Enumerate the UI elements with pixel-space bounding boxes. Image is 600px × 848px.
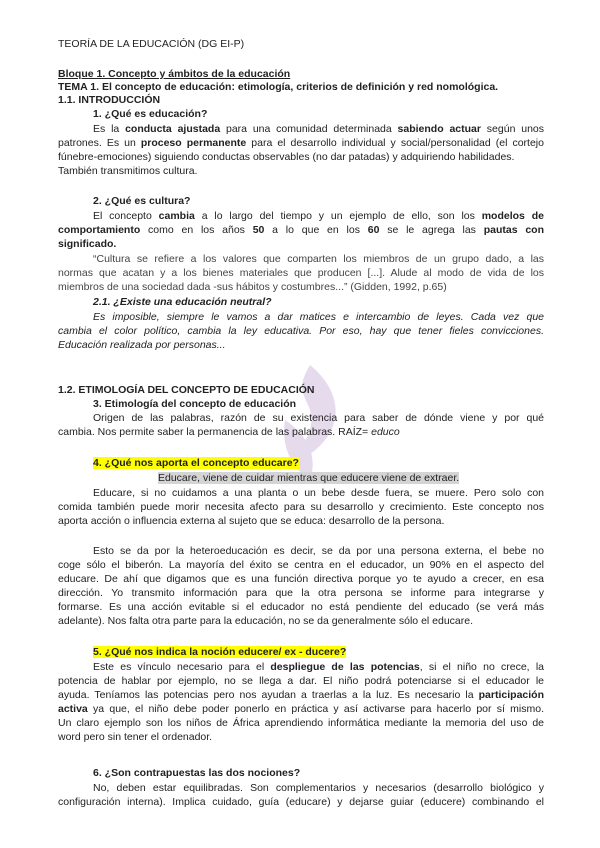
paragraph-6-line-1: No, deben estar equilibradas. Son complementarios y necesarios (desarrollo biológico y [93, 782, 544, 794]
paragraph-2-line-2: comportamiento como en los años 50 a lo que en los 60 se le agrega las pautas con [58, 224, 544, 236]
educare-highlight-line: Educare, viene de cuidar mientras que educere viene de extraer. [158, 472, 460, 484]
question-5-heading: 5. ¿Qué nos indica la noción educere/ ex - ducere? [93, 646, 347, 658]
paragraph-2-line-1: El concepto cambia a lo largo del tiempo y un ejemplo de ello, son los modelos de [93, 210, 544, 222]
question-4-heading: 4. ¿Qué nos aporta el concepto educare? [93, 457, 299, 469]
question-3-heading: 3. Etimología del concepto de educación [93, 398, 297, 410]
paragraph-4-line-2: comida también puede morir necesita afecto para su desarrollo y crecimiento. Este concepto nos [58, 501, 544, 513]
quote-line-1: “Cultura se refiere a los valores que comparten los miembros de un grupo dado, a las [93, 253, 544, 265]
paragraph-2-1-line-2: cambia el color político, cambia la ley educativa. Por eso, hay que tener fieles convicciones. [58, 325, 544, 337]
paragraph-4-line-8: formarse. Es una acción evitable si el educador no está pendiente del educado (se verá más [58, 601, 544, 613]
paragraph-1-line-2: patrones. Es un proceso permanente para el desarrollo individual y social/personalidad (el cortejo [58, 137, 544, 149]
paragraph-4-line-6: educare. De ahí que digamos que es una función directiva porque yo te ayudo a crecer, en esa [58, 573, 544, 585]
section-1-1-heading: 1.1. INTRODUCCIÓN [58, 94, 161, 106]
bloque-title: Bloque 1. Concepto y ámbitos de la educación [58, 68, 291, 80]
paragraph-4-line-5: coge sólo el biberón. La mayoría del éxito se centra en el educador, un 90% en el aspecto del [58, 559, 544, 571]
paragraph-2-line-3: significado. [58, 238, 117, 250]
paragraph-5-line-4: activa ya que, el niño debe poder ponerlo en práctica y así activarse para hacerlo por sí mismo. [58, 703, 544, 715]
question-1-heading: 1. ¿Qué es educación? [93, 108, 208, 120]
paragraph-5-line-6: word pero sin tener el ordenador. [58, 731, 213, 743]
paragraph-5-line-2: potencia de hablar por ejemplo, no se llega a dar. El niño podrá potenciarse si el educador le [58, 675, 544, 687]
quote-line-3: miembros de una sociedad dada -sus hábitos y costumbres...” (Gidden, 1992, p.65) [58, 281, 447, 293]
paragraph-5-line-3: ayuda. Teníamos las potencias pero nos ayudan a traerlas a la luz. Es necesario la participación [58, 689, 544, 701]
paragraph-4-line-1: Educare, si no cuidamos a una planta o un bebe desde fuera, se muere. Pero solo con [93, 487, 544, 499]
paragraph-4-line-7: dirección. Yo transmito información para que la otra persona se informe para integrarse y [58, 587, 544, 599]
paragraph-5-line-1: Este es vínculo necesario para el despliegue de las potencias, si el niño no crece, la [93, 661, 544, 673]
paragraph-2-1-line-3: Educación realizada por personas... [58, 339, 226, 351]
paragraph-4-line-9: adelante). Nos falta otra parte para la educación, no se da generalmente sólo el educare. [58, 615, 474, 627]
paragraph-3-line-1: Origen de las palabras, razón de su existencia para saber de dónde viene y por qué [93, 412, 544, 424]
section-1-2-heading: 1.2. ETIMOLOGÍA DEL CONCEPTO DE EDUCACIÓN [58, 384, 315, 396]
paragraph-6-line-2: configuración interna). Implica cuidado, guía (educare) y dejarse guiar (educere) combinando el [58, 796, 544, 808]
paragraph-1-line-4: También transmitimos cultura. [58, 165, 198, 177]
question-2-1-heading: 2.1. ¿Existe una educación neutral? [93, 296, 272, 308]
paragraph-3-line-2: cambia. Nos permite saber la permanencia de las palabras. RAÍZ= educo [58, 426, 400, 438]
document-header: TEORÍA DE LA EDUCACIÓN (DG EI-P) [58, 38, 245, 50]
watermark-logo-icon [265, 360, 355, 490]
paragraph-2-1-line-1: Es imposible, siempre le vamos a dar matices e intercambio de leyes. Cada vez que [93, 311, 544, 323]
paragraph-1-line-3: fúnebre-emociones) siguiendo conductas observables (no dar patadas) y adquiriendo habilidades. [58, 151, 515, 163]
quote-line-2: normas que acatan y a los bienes materiales que producen [...]. Alude al modo de vida de los [58, 267, 544, 279]
paragraph-4-line-3: aporta acción o influencia externa al sujeto que se educa: desarrollo de la persona. [58, 515, 445, 527]
tema-title: TEMA 1. El concepto de educación: etimología, criterios de definición y red nomológica. [58, 81, 499, 93]
question-2-heading: 2. ¿Qué es cultura? [93, 195, 191, 207]
paragraph-5-line-5: Un claro ejemplo son los niños de África aprendiendo informática mediante la memoria del uso de [58, 717, 544, 729]
question-6-heading: 6. ¿Son contrapuestas las dos nociones? [93, 767, 301, 779]
paragraph-1-line-1: Es la conducta ajustada para una comunidad determinada sabiendo actuar según unos [93, 123, 545, 135]
paragraph-4-line-4: Esto se da por la heteroeducación es decir, se da por una persona externa, el bebe no [93, 545, 544, 557]
